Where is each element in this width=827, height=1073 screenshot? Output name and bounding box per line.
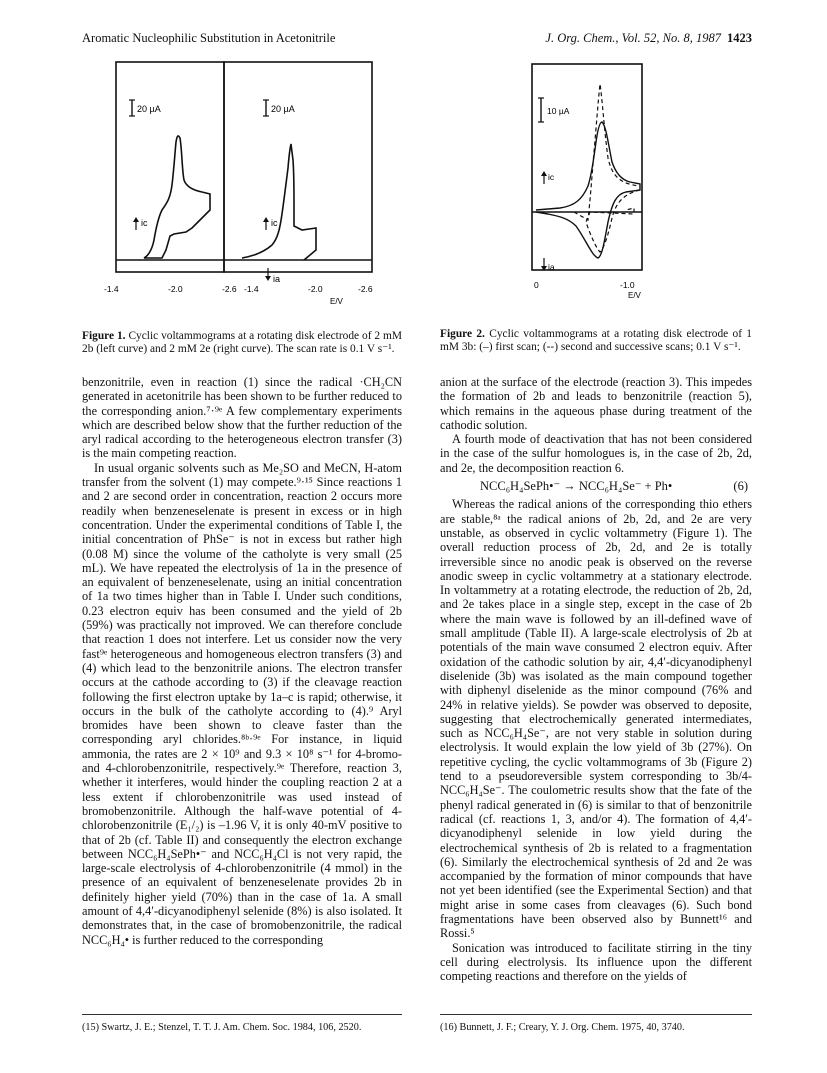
footnote-rule-right [440, 1014, 752, 1015]
fig1-left-frame [116, 62, 224, 272]
fig1-ia-label: ia [273, 274, 281, 284]
figure-1-voltammograms [82, 60, 402, 330]
equation-6-text: NCC₆H₄SePh•⁻ → NCC₆H₄Se⁻ + Ph• [480, 479, 673, 494]
fig2-first-scan-curve [536, 122, 640, 258]
fig1-axis-label: E/V [330, 297, 343, 306]
fig2-scale-label: 10 µA [547, 106, 570, 116]
right-text-column [440, 375, 752, 983]
footnote-rule-left [82, 1014, 402, 1015]
footnote-16: (16) Bunnett, J. F.; Creary, Y. J. Org. Chem. 1975, 40, 3740. [440, 1022, 685, 1033]
right-paragraph-3: Whereas the radical anions of the corresponding thio ethers are stable,⁸ᵃ the radical anions of 2b, 2d, and 2e are very unstable, as observed in cyclic voltammetry (Figure 1). The overall reduction process of 2b, 2d, and 2e is totally irreversible since no anodic peak is observed on the reverse anodic sweep in cyclic voltammetry at a stationary electrode. In voltammetry at a rotating electrode, the reduction of 2b, 2d, and 2e takes place in a single step, except in the case of 2b where the main wave is followed by an ill-defined wave of small amplitude (Table II). A large-scale electrolysis of 2b at potentials of the main wave consumed 2 electron equiv. After oxidation of the cathodic solution by air, 4,4′-dicyanodiphenyl diselenide (3b) was isolated as the main compound together with diphenyl diselenide as the minor compound (76% and 24% in relative yields). Se powder was observed to deposite, suggesting that electrochemically generated intermediates, such as NCC₆H₄Se⁻, are not very stable in solution during electrolysis. It would explain the low yield of 3b (27%). On repetitive cycling, the cyclic voltammograms of 3b (Figure 2) tend to a pseudoreversible system corresponding to 3b/4-NCC₆H₄Se⁻. The coulometric results show that the fate of the phenyl radical generated in (6) is similar to that of benzonitrile radical (cf. reactions 1, 3, and/or 4). The formation of 4,4′-dicyanodiphenyl selenide in low yield during the electrochemical synthesis of 2b is related to a fragmentation (6). Similarly the electrochemical synthesis of 2d and 2e was accompanied by the formation of minor compounds that have not yet been identified (see the Experimental Section) and that might arise in some cases from cleavages (6). Such bond fragmentations have been observed also by Bunnett¹⁶ and Rossi.⁵ [440, 497, 752, 941]
fig1-right-ic-label: ic [271, 218, 278, 228]
fig1-tick-5: -2.0 [308, 284, 323, 294]
fig1-tick-4: -1.4 [244, 284, 259, 294]
figure-2-caption-label: Figure 2. [440, 328, 485, 340]
right-paragraph-1: anion at the surface of the electrode (reaction 3). This impedes the formation of 2b and leads to benzonitrile (reaction 5), which remains in the aqueous phase during treatment of the cathodic solution. [440, 375, 752, 432]
page-number: 1423 [727, 31, 752, 45]
figure-1-caption-text: Cyclic voltammograms at a rotating disk electrode of 2 mM 2b (left curve) and 2 mM 2e (right curve). The scan rate is 0.1 V s⁻¹. [82, 330, 402, 356]
left-paragraph-1: benzonitrile, even in reaction (1) since the radical ·CH₂CN generated in acetonitrile has been shown to be further reduced to the corresponding anion.⁷·⁹ᵉ A few complementary experiments which are described below show that the further reduction of the aryl radical according to the heterogeneous electron transfer (3) is the main competing reaction. [82, 375, 402, 461]
fig1-curve-2b [144, 136, 210, 258]
fig2-tick-1: -1.0 [620, 280, 635, 290]
left-paragraph-2: In usual organic solvents such as Me₂SO and MeCN, H-atom transfer from the solvent (1) may compete.⁹·¹⁵ Since reactions 1 and 2 are second order in concentration, reaction 2 occurs more readily when benzeneselenate is present in excess or in high concentration. Under the experimental conditions of Table I, the initial concentration of PhSe⁻ is not in excess but rather high (0.08 M) since the volume of the catholyte is very small (25 mL). We have repeated the electrolysis of 1a in the presence of an equivalent of benzeneselenate, using an initial concentration of 1a two times higher than in Table I. Under such conditions, 0.23 electron equiv has been consumed and the yield of 2b (59%) was practically not improved. We can therefore conclude that reaction 1 does not interfere. Let us consider now the very fast⁹ᵉ heterogeneous and homogeneous electron transfers (3) and (4) which lead to the benzonitrile anions. The electron transfer occurs at the cathode according to (3) if the cleavage reaction following the first electron uptake by 1a–c is rapid; otherwise, it occurs in the bulk of the catholyte according to (4).⁹ Aryl bromides have been shown to cleave faster than the corresponding aryl chlorides.⁸ᵇ·⁹ᵉ For instance, in liquid ammonia, the rates are 2 × 10⁹ and 9.3 × 10⁸ s⁻¹ for 4-bromo- and 4-chlorobenzonitrile, respectively.⁹ᵉ Therefore, reaction 3, whether it interferes, would hinder the coupling reaction 2 at a less extent if chlorobenzonitrile was used instead of bromobenzonitrile. Although the half-wave potential of 4-chlorobenzonitrile (E₁/₂) is –1.96 V, it is only 40-mV positive to that of 2b (cf. Table II) and consequently the electron exchange between NCC₆H₄SePh•⁻ and NCC₆H₄Cl is not very rapid, the large-scale electrolysis of 4-chlorobenzonitrile (4 mmol) in the presence of an equivalent of benzeneselenate provides 2b in definitely higher yield (70%) than in the case of 1a. A small amount of 4,4′-dicyanodiphenyl selenide (8%) is also isolated. It demonstrates that, in the case of bromobenzonitrile, the radical NCC₆H₄• is further reduced to the corresponding [82, 460, 402, 947]
fig1-tick-6: -2.6 [358, 284, 373, 294]
figure-2-caption-text: Cyclic voltammograms at a rotating disk electrode of 1 mM 3b: (–) first scan; (--) second and successive scans; 0.1 V s⁻¹. [440, 328, 752, 354]
equation-6 [440, 475, 752, 497]
fig1-tick-2: -2.0 [168, 284, 183, 294]
fig2-ia-label: ia [548, 262, 555, 272]
right-paragraph-4: Sonication was introduced to facilitate stirring in the tiny cell during electrolysis. Its influence upon the different competing reactions and therefore on the yields of [440, 940, 752, 984]
equation-6-number: (6) [733, 479, 748, 494]
fig1-left-ic-label: ic [141, 218, 148, 228]
left-text-column [82, 375, 402, 947]
fig2-ic-label: ic [548, 172, 555, 182]
fig2-tick-0: 0 [534, 280, 539, 290]
figure-1-caption-label: Figure 1. [82, 330, 126, 342]
right-paragraph-2: A fourth mode of deactivation that has not been considered in the case of the sulfur homologues is, in the case of 2b, 2d, and 2e, the decomposition reaction 6. [440, 432, 752, 475]
figure-1-caption [82, 330, 402, 356]
fig2-axis-label: E/V [628, 291, 641, 300]
fig1-tick-1: -1.4 [104, 284, 119, 294]
footnote-15: (15) Swartz, J. E.; Stenzel, T. T. J. Am. Chem. Soc. 1984, 106, 2520. [82, 1022, 362, 1033]
figure-2-caption [440, 328, 752, 354]
running-title: Aromatic Nucleophilic Substitution in Acetonitrile [82, 31, 336, 45]
journal-reference [545, 31, 752, 46]
fig1-right-scale-label: 20 µA [271, 104, 295, 114]
fig1-right-frame [224, 62, 372, 272]
running-header [82, 31, 752, 47]
fig1-curve-2e [242, 144, 316, 260]
fig1-tick-3: -2.6 [222, 284, 237, 294]
fig2-frame [532, 64, 642, 270]
journal-ref-text: J. Org. Chem., Vol. 52, No. 8, 1987 [545, 31, 721, 45]
figure-2-voltammograms [440, 62, 752, 326]
fig1-left-scale-label: 20 µA [137, 104, 161, 114]
